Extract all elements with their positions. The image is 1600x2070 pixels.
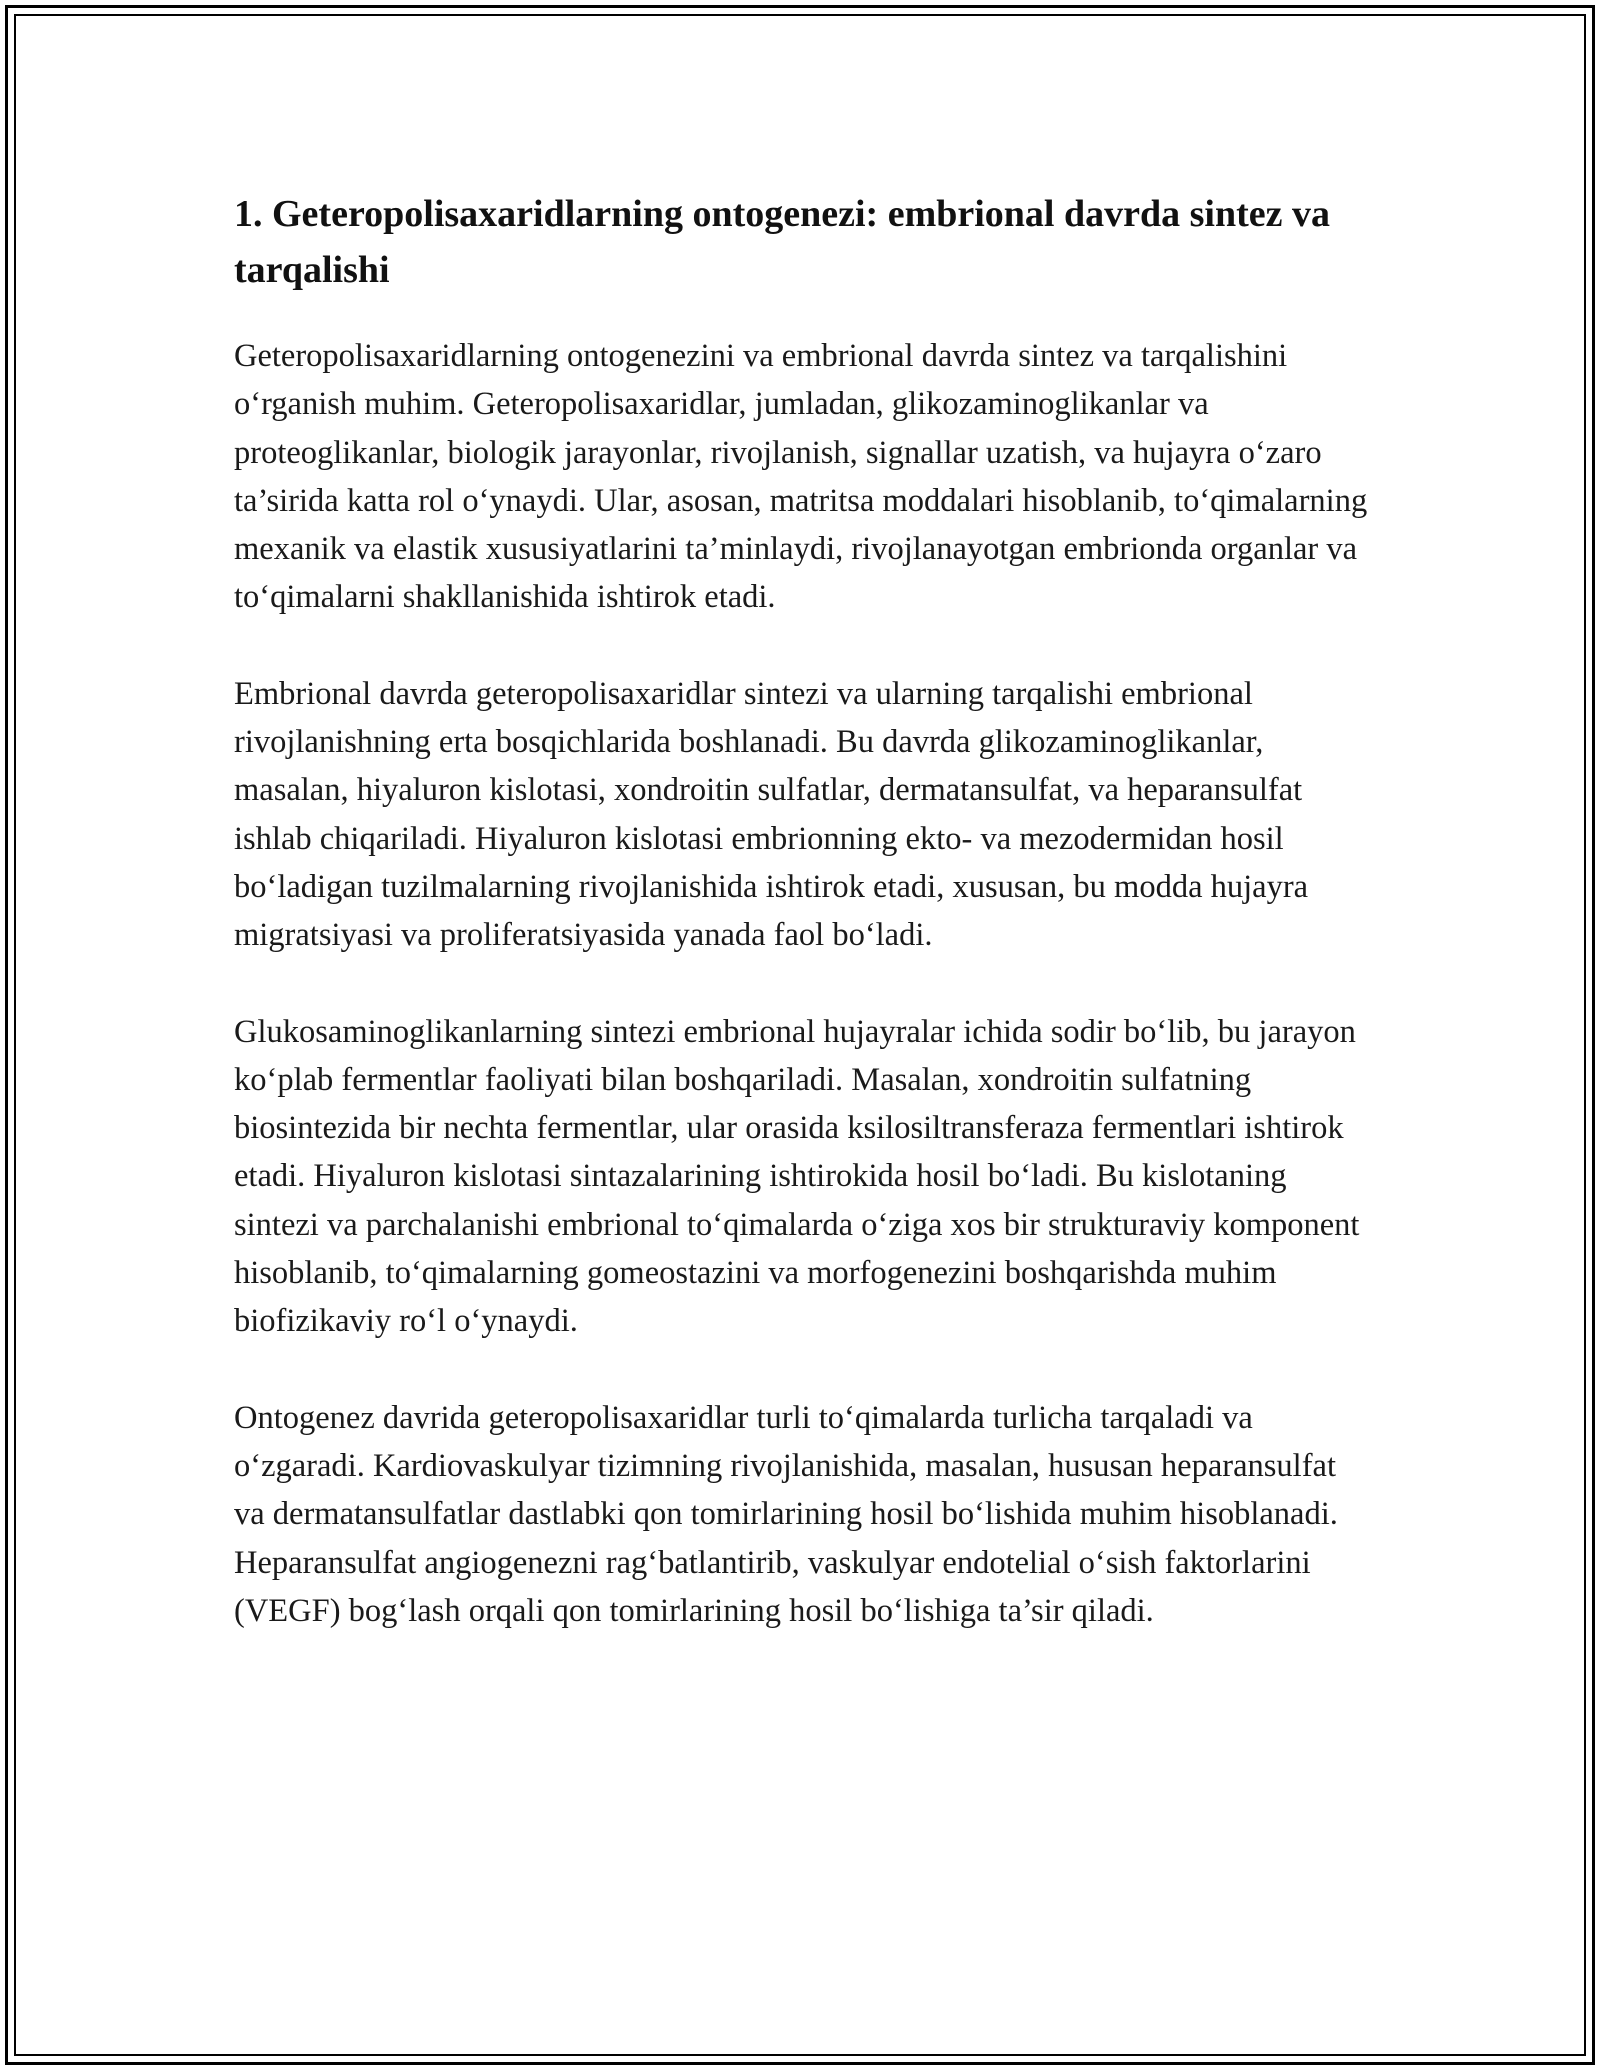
paragraph-4: Ontogenez davrida geteropolisaxaridlar turli to‘qimalarda turlicha tarqaladi va o‘zgaradi. Kardiovaskulyar tizimning rivojlanishida, masalan, hususan heparansulfat va dermatansulfatlar dastlabki qon tomirlarining hosil bo‘lishida muhim hisoblanadi. Heparansulfat angiogenezni rag‘batlantirib, vaskulyar endotelial o‘sish faktorlarini (VEGF) bog‘lash orqali qon tomirlarining hosil bo‘lishiga ta’sir qiladi.	[234, 1399, 1338, 1629]
document-body	[234, 186, 1374, 1683]
section-heading: 1. Geteropolisaxaridlarning ontogenezi: embrional davrda sintez va tarqalishi	[234, 193, 1330, 291]
paragraph-1: Geteropolisaxaridlarning ontogenezini va embrional davrda sintez va tarqalishini o‘rganish muhim. Geteropolisaxaridlar, jumladan, glikozaminoglikanlar va proteoglikanlar, biologik jarayonlar, rivojlanish, signallar uzatish, va hujayra o‘zaro ta’sirida katta rol o‘ynaydi. Ular, asosan, matritsa moddalari hisoblanib, to‘qimalarning mexanik va elastik xususiyatlarini ta’minlaydi, rivojlanayotgan embrionda organlar va to‘qimalarni shakllanishida ishtirok etadi.	[234, 338, 1368, 616]
paragraph-3: Glukosaminoglikanlarning sintezi embrional hujayralar ichida sodir bo‘lib, bu jarayon ko‘plab fermentlar faoliyati bilan boshqariladi. Masalan, xondroitin sulfatning biosintezida bir nechta fermentlar, ular orasida ksilosiltransferaza fermentlari ishtirok etadi. Hiyaluron kislotasi sintazalarining ishtirokida hosil bo‘ladi. Bu kislotaning sintezi va parchalanishi embrional to‘qimalarda o‘ziga xos bir strukturaviy komponent hisoblanib, to‘qimalarning gomeostazini va morfogenezini boshqarishda muhim biofizikaviy ro‘l o‘ynaydi.	[234, 1013, 1360, 1340]
paragraph-2: Embrional davrda geteropolisaxaridlar sintezi va ularning tarqalishi embrional rivojlanishning erta bosqichlarida boshlanadi. Bu davrda glikozaminoglikanlar, masalan, hiyaluron kislotasi, xondroitin sulfatlar, dermatansulfat, va heparansulfat ishlab chiqariladi. Hiyaluron kislotasi embrionning ekto- va mezodermidan hosil bo‘ladigan tuzilmalarning rivojlanishida ishtirok etadi, xususan, bu modda hujayra migratsiyasi va proliferatsiyasida yanada faol bo‘ladi.	[234, 675, 1309, 954]
